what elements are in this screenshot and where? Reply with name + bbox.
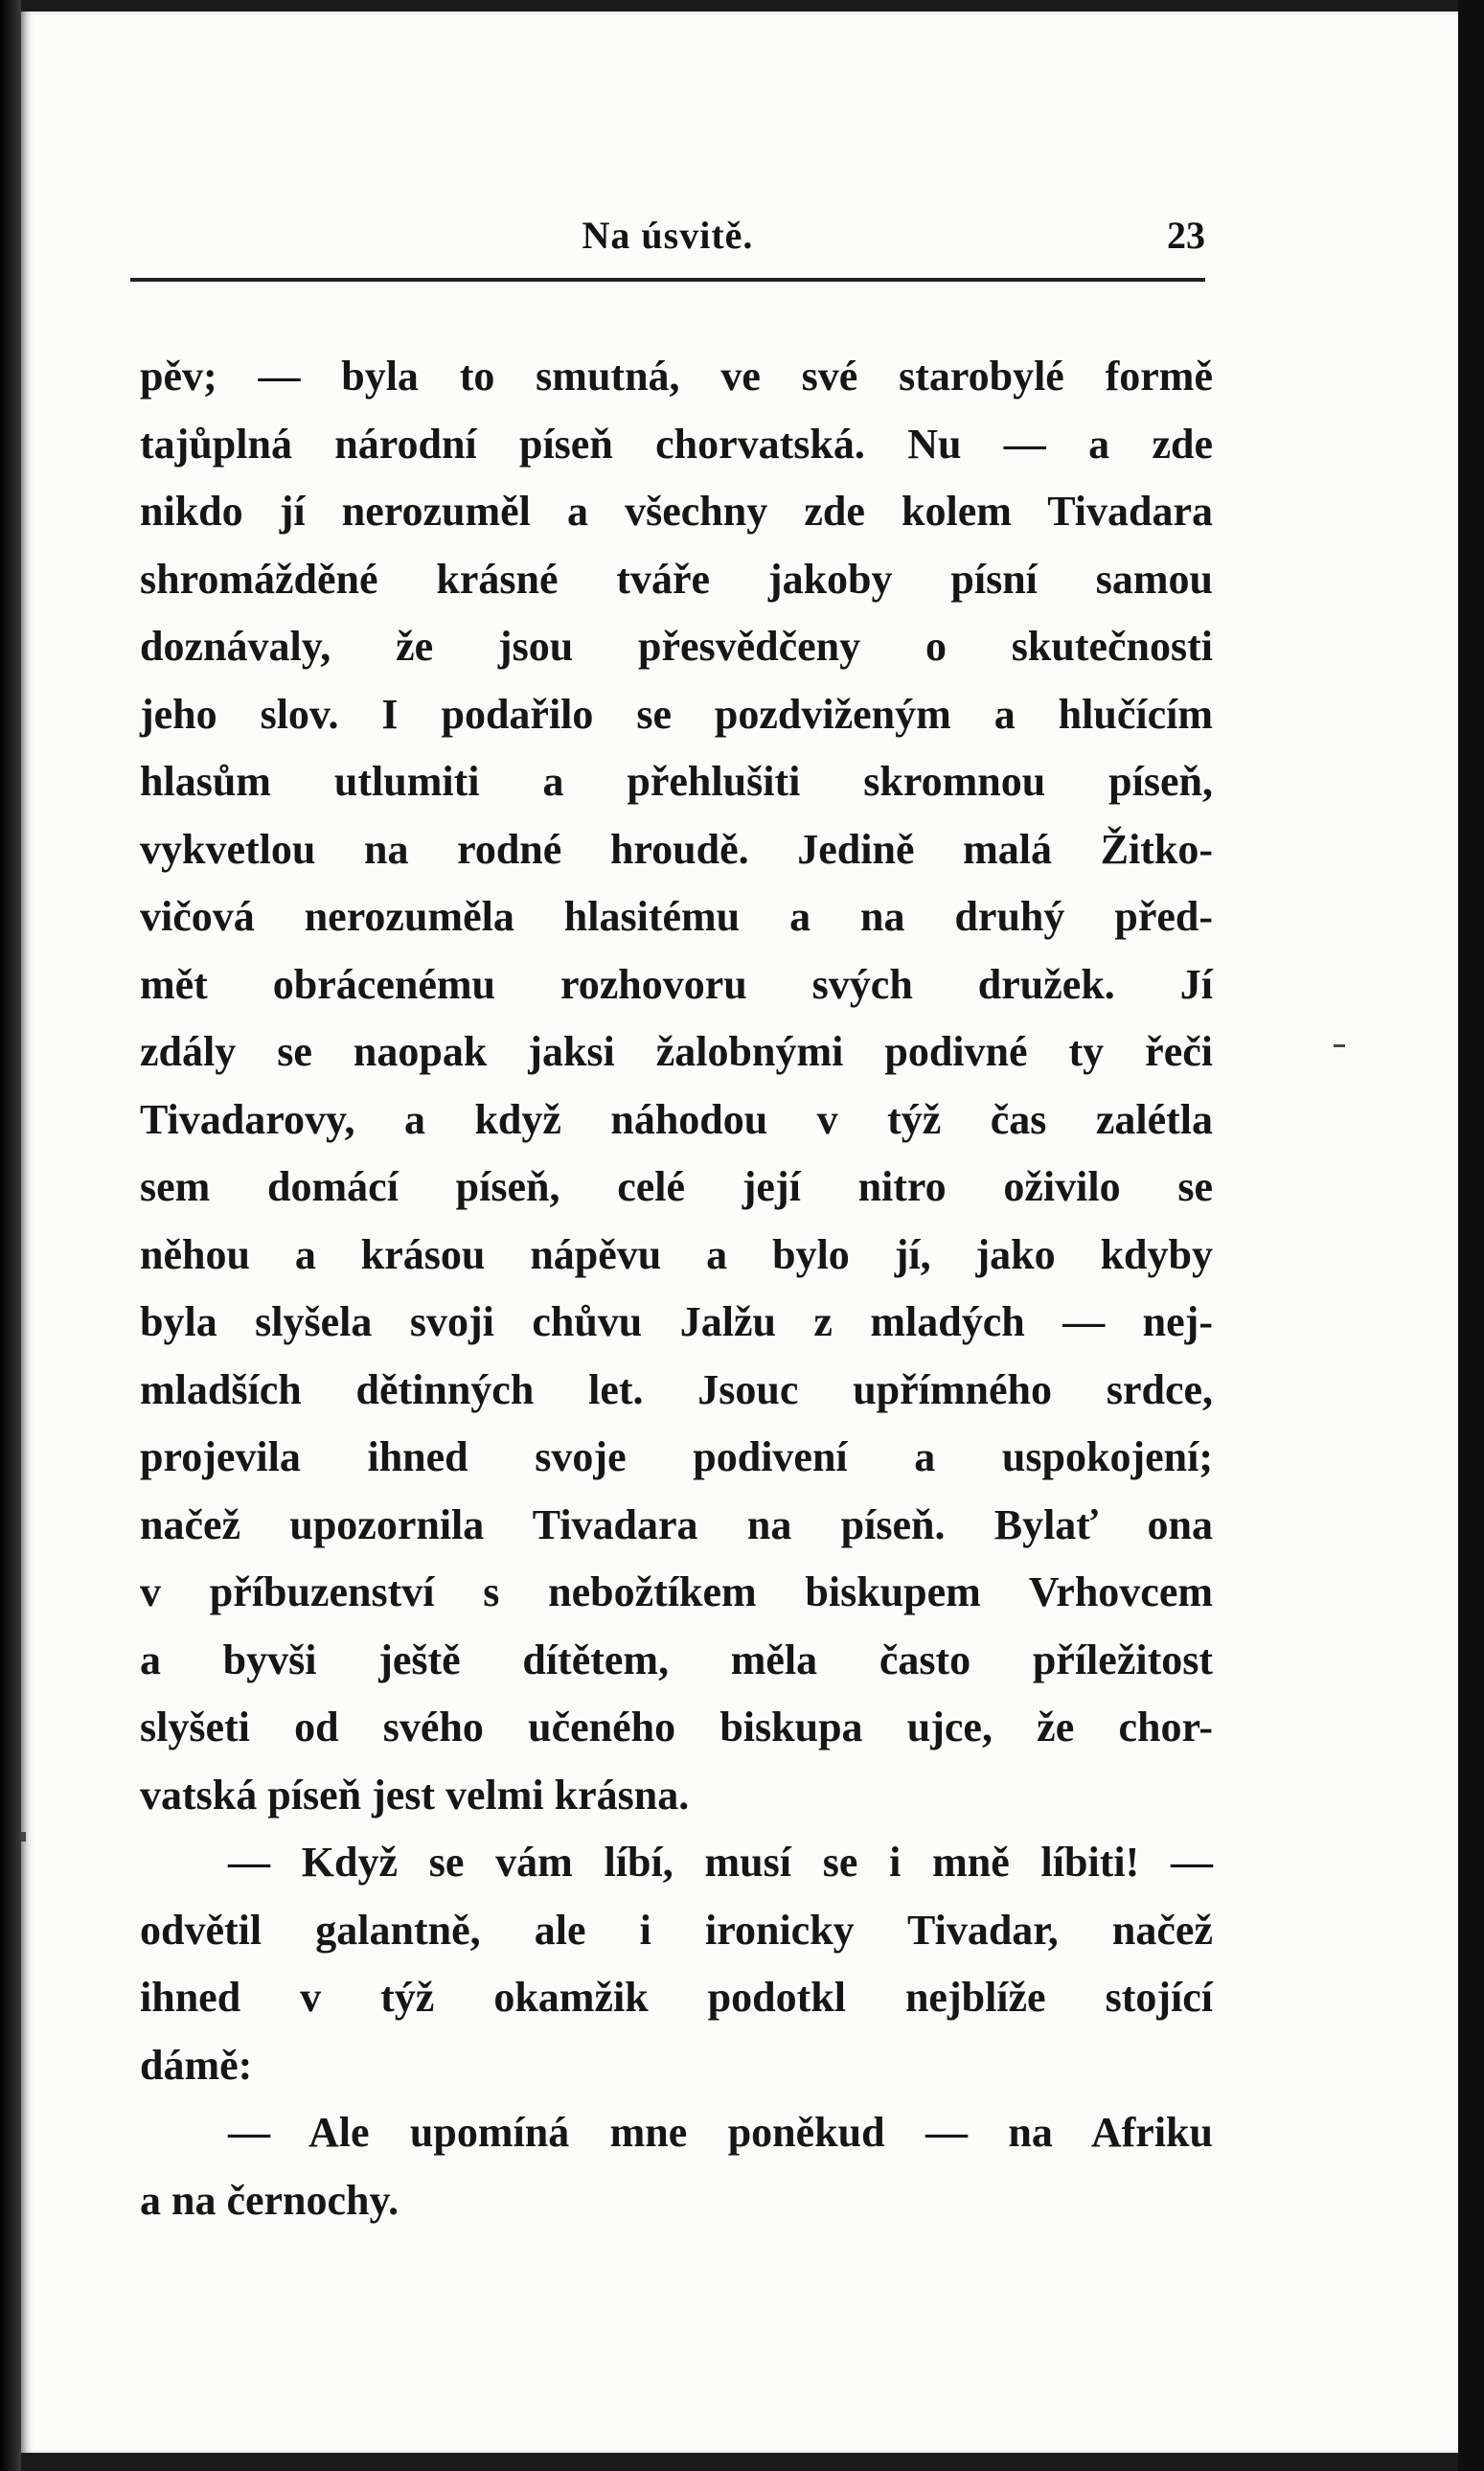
scan-border: [1458, 0, 1484, 2471]
text-line: odvětil galantně, ale i ironicky Tivadar, načež: [140, 1906, 1213, 1954]
text-line: sem domácí píseň, celé její nitro oživilo se: [140, 1163, 1213, 1210]
text-line: a byvši ještě dítětem, měla často příležitost: [140, 1636, 1213, 1683]
text-line: nikdo jí nerozuměl a všechny zde kolem Tivadara: [140, 488, 1213, 535]
text-line: tajůplná národní píseň chorvatská. Nu — a zde: [140, 420, 1213, 468]
text-line: pěv; — byla to smutná, ve své starobylé formě: [140, 353, 1213, 400]
text-line: slyšeti od svého učeného biskupa ujce, že chor-: [140, 1704, 1213, 1750]
text-line: byla slyšela svoji chůvu Jalžu z mladých — nej-: [140, 1298, 1213, 1345]
running-title: Na úsvitě.: [582, 214, 754, 257]
page-number: 23: [1167, 214, 1205, 257]
text-line: načež upozornila Tivadara na píseň. Bylať ona: [140, 1500, 1213, 1548]
text-line-indented: — Ale upomíná mne poněkud — na Afriku: [228, 2109, 1213, 2156]
scan-speck: [1334, 1044, 1345, 1047]
text-line: jeho slov. I podařilo se pozdviženým a hlučícím: [140, 690, 1213, 738]
text-line: zdály se naopak jaksi žalobnými podivné ty řeči: [140, 1028, 1213, 1075]
text-line: vykvetlou na rodné hroudě. Jedině malá Žitko-: [140, 825, 1213, 873]
text-line: mladších dětinných let. Jsouc upřímného srdce,: [140, 1365, 1213, 1413]
text-line: vičová nerozuměla hlasitému a na druhý před-: [140, 893, 1213, 940]
text-line-paragraph-end: dámě:: [140, 2041, 253, 2089]
scan-speck: [21, 1832, 26, 1842]
body-text: [140, 343, 1213, 2234]
text-line: v příbuzenství s nebožtíkem biskupem Vrhovcem: [140, 1568, 1213, 1615]
text-line-indented: — Když se vám líbí, musí se i mně líbiti! —: [228, 1839, 1213, 1886]
text-line-paragraph-end: vatská píseň jest velmi krásna.: [140, 1771, 690, 1819]
text-line: hlasům utlumiti a přehlušiti skromnou píseň,: [140, 758, 1213, 805]
text-line: něhou a krásou nápěvu a bylo jí, jako kdyby: [140, 1230, 1213, 1278]
text-line: projevila ihned svoje podivení a uspokojení;: [140, 1433, 1213, 1480]
page-header: [130, 203, 1205, 261]
text-line: ihned v týž okamžik podotkl nejblíže stojící: [140, 1974, 1213, 2021]
text-line: mět obrácenému rozhovoru svých družek. Jí: [140, 960, 1213, 1008]
header-rule: [130, 278, 1205, 282]
text-line: doznávaly, že jsou přesvědčeny o skutečnosti: [140, 623, 1213, 670]
text-line-paragraph-end: a na černochy.: [140, 2176, 400, 2224]
text-line: Tivadarovy, a když náhodou v týž čas zalétla: [140, 1095, 1213, 1143]
book-spine-shadow: [0, 0, 21, 2471]
text-line: shromážděné krásné tváře jakoby písní samou: [140, 555, 1213, 603]
